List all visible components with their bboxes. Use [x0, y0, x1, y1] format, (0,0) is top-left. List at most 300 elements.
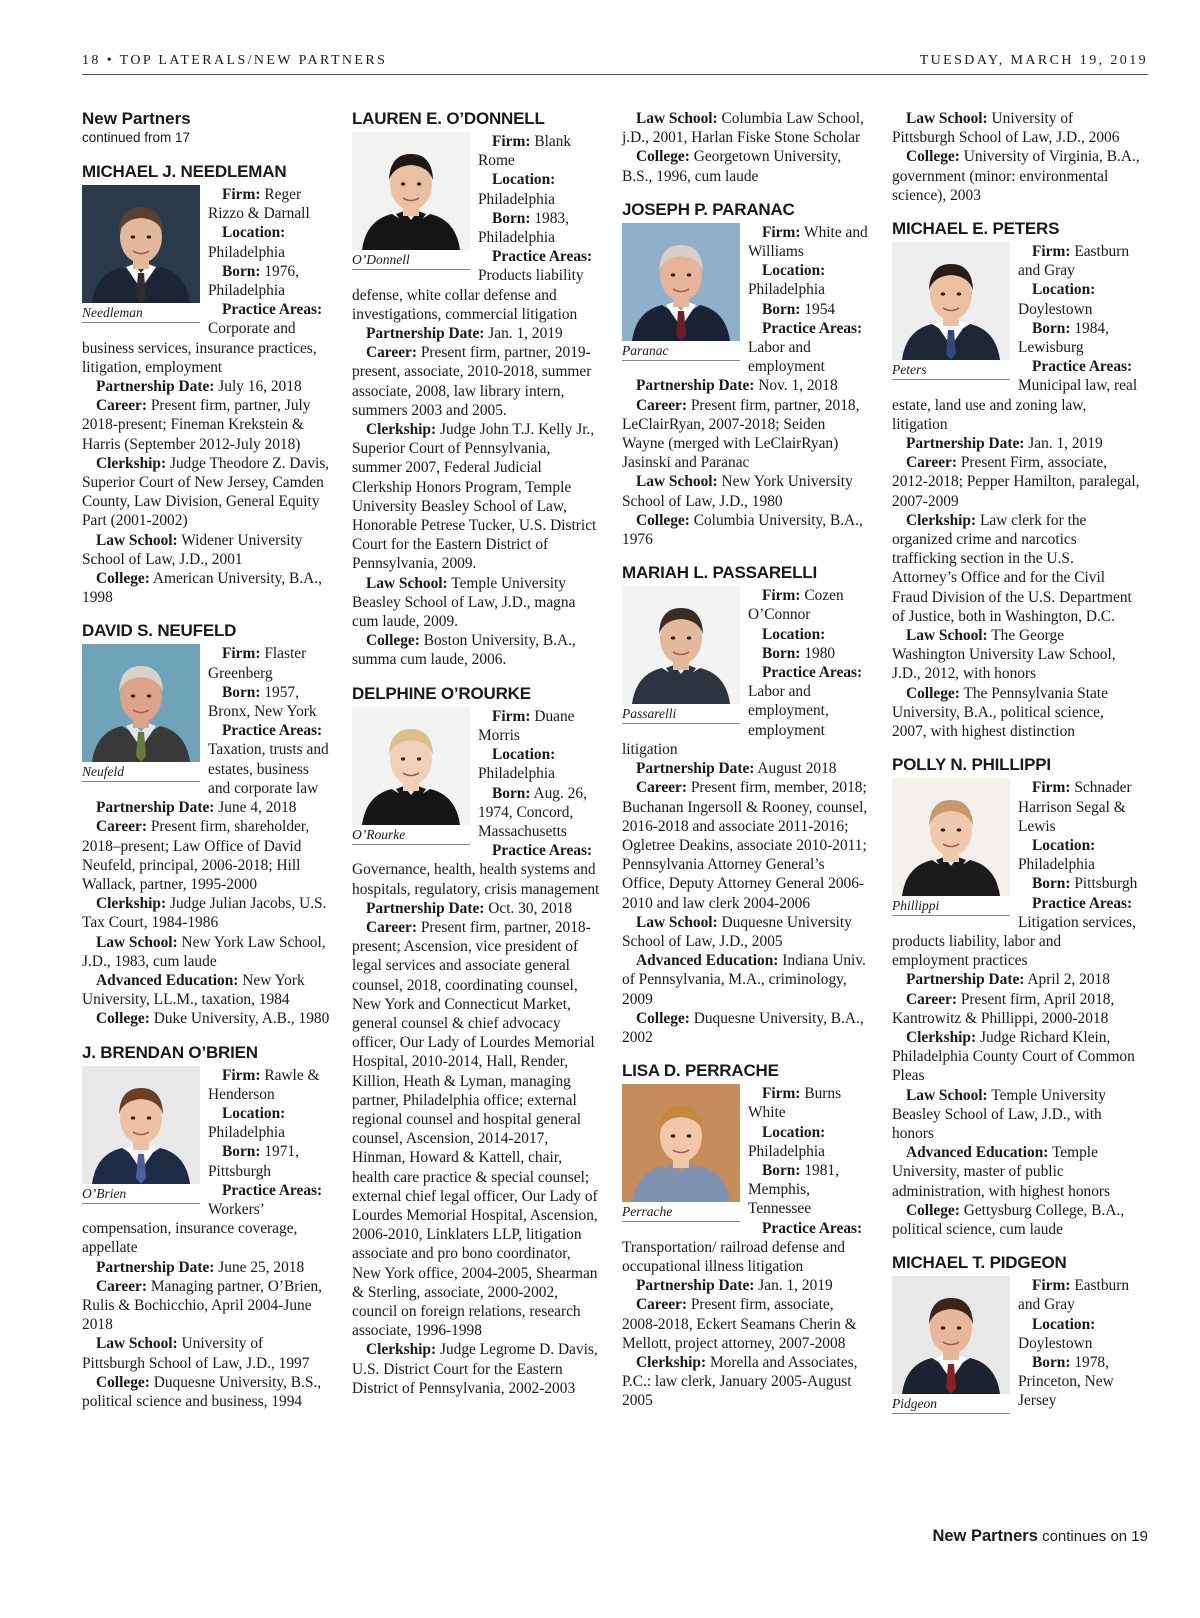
field-law-school [622, 109, 870, 147]
field-partnership-date [892, 970, 1140, 989]
photo-caption: Pidgeon [892, 1394, 1010, 1414]
partner-name: POLLY N. PHILLIPPI [892, 755, 1051, 775]
field-value: New York University, LL.M., taxation, 1984 [82, 971, 305, 1009]
field-label: Born: [1032, 1353, 1071, 1371]
field-value: Products liability defense, white collar defense and investigations, commercial litigation [352, 267, 584, 323]
field-label: College: [636, 511, 690, 529]
field-label: Born: [762, 300, 801, 318]
field-label: Clerkship: [906, 1028, 977, 1046]
field-value: 1957, Bronx, New York [208, 683, 317, 721]
field-value: Philadelphia [478, 190, 555, 208]
field-label: Practice Areas: [762, 664, 863, 682]
partner-profile-orourke-continued [622, 109, 870, 186]
field-value: Judge Theodore Z. Davis, Superior Court of New Jersey, Camden County, Law Division, General Equity Part (2001-2002) [82, 454, 330, 530]
field-value: Philadelphia [478, 765, 555, 783]
field-label: Law School: [636, 110, 718, 127]
field-value: April 2, 2018 [1027, 971, 1110, 989]
page-header [82, 50, 1148, 75]
field-value: Duquesne University, B.S., political science and business, 1994 [82, 1373, 322, 1410]
field-label: Advanced Education: [636, 952, 779, 970]
headshot-photo [82, 185, 200, 303]
partner-profile-peters [892, 219, 1140, 741]
field-college [892, 1201, 1140, 1239]
field-label: Born: [222, 262, 261, 280]
partner-name: DAVID S. NEUFELD [82, 621, 237, 641]
field-label: Law School: [636, 473, 718, 491]
partner-name: LAUREN E. O’DONNELL [352, 109, 545, 128]
field-value: 1981, Memphis, Tennessee [748, 1161, 839, 1218]
field-law-school [892, 1086, 1140, 1144]
field-label: Firm: [762, 223, 801, 241]
field-value: Judge John T.J. Kelly Jr., Superior Court of Pennsylvania, summer 2007, Federal Judicial Clerkship Honors Program, Temple University Beasley School of Law, Honorable Petrese Tucker, U.S. District Court for the Eastern District of Pennsylvania, 2009. [352, 421, 597, 573]
field-label: Firm: [762, 1085, 801, 1103]
field-label: Career: [366, 918, 417, 936]
field-advanced-education [622, 951, 870, 1009]
field-label: Location: [1032, 836, 1096, 854]
field-partnership-date [892, 434, 1140, 453]
column-1 [82, 109, 330, 1425]
field-label: Advanced Education: [906, 1144, 1049, 1162]
field-label: Location: [762, 625, 826, 643]
field-value: Present firm, associate, 2008-2018, Eckert Seamans Cherin & Mellott, project attorney, 2007-2008 [622, 1296, 857, 1352]
headshot-photo [622, 586, 740, 704]
headshot-figure [622, 1084, 740, 1222]
field-college [82, 1373, 330, 1411]
field-value: 1984, Lewisburg [1018, 319, 1109, 357]
field-partnership-date [352, 899, 600, 918]
field-college [622, 147, 870, 185]
column-2 [352, 109, 600, 1412]
field-label: Practice Areas: [222, 1181, 323, 1199]
field-label: Practice Areas: [492, 842, 593, 860]
field-partnership-date [352, 324, 600, 343]
field-law-school [892, 109, 1140, 147]
page-folio: 18 • TOP LATERALS/NEW PARTNERS [82, 53, 388, 68]
headshot-figure [622, 223, 740, 361]
field-value: Corporate and business services, insurance practices, litigation, employment [82, 320, 317, 376]
continued-from: continued from 17 [82, 130, 191, 145]
partner-name: MICHAEL T. PIDGEON [892, 1253, 1067, 1273]
field-label: Clerkship: [96, 454, 167, 472]
field-value: Philadelphia [1018, 856, 1095, 874]
field-label: Location: [222, 224, 286, 242]
field-value: Cozen O’Connor [748, 587, 844, 624]
field-label: Firm: [1032, 1277, 1071, 1295]
field-label: Career: [636, 1296, 687, 1314]
field-college [892, 684, 1140, 742]
headshot-photo [622, 223, 740, 341]
field-label: Law School: [906, 1086, 988, 1104]
headshot-photo [892, 778, 1010, 896]
field-value: Labor and employment [748, 339, 825, 376]
photo-caption: Paranac [622, 341, 740, 361]
partner-profile-pidgeon [892, 1253, 1140, 1410]
photo-caption: Passarelli [622, 704, 740, 724]
field-label: Career: [636, 396, 687, 414]
photo-caption: O’Brien [82, 1184, 200, 1204]
field-value: Doylestown [1018, 1334, 1093, 1352]
headshot-figure [352, 132, 470, 270]
section-title: New Partners [82, 109, 191, 128]
field-value: Present firm, April 2018, Kantrowitz & Phillippi, 2000-2018 [892, 990, 1115, 1027]
field-value: Law clerk for the organized crime and narcotics trafficking section in the U.S. Attorney’s Office and for the Civil Fraud Division of the U.S. Department of Justice, both in Washington, D.C. [892, 511, 1132, 625]
field-label: College: [96, 1010, 150, 1028]
field-label: Practice Areas: [762, 1219, 863, 1237]
headshot-figure [82, 185, 200, 323]
field-label: Practice Areas: [1032, 894, 1133, 912]
field-value: Taxation, trusts and estates, business and corporate law [208, 741, 329, 797]
field-value: Present Firm, associate, 2012-2018; Pepper Hamilton, paralegal, 2007-2009 [892, 454, 1140, 510]
field-label: Clerkship: [366, 421, 437, 439]
photo-caption: Neufeld [82, 762, 200, 782]
field-value: Workers’ compensation, insurance coverage, appellate [82, 1200, 298, 1257]
field-value: Governance, health, health systems and hospitals, regulatory, crisis management [352, 861, 600, 898]
photo-caption: Needleman [82, 303, 200, 323]
field-label: Partnership Date: [96, 1258, 215, 1276]
field-value: Philadelphia [748, 281, 825, 299]
field-label: College: [636, 148, 690, 166]
field-value: Blank Rome [478, 133, 572, 170]
field-label: Firm: [1032, 779, 1071, 797]
field-value: Burns White [748, 1085, 842, 1122]
field-career [622, 1295, 870, 1353]
field-label: Firm: [1032, 243, 1071, 261]
headshot-figure [82, 644, 200, 782]
field-clerkship [352, 1340, 600, 1398]
field-value: 1954 [804, 300, 836, 318]
field-clerkship [352, 420, 600, 574]
field-career [892, 990, 1140, 1028]
field-label: Advanced Education: [96, 971, 239, 989]
partner-profile-needleman [82, 162, 330, 607]
field-value: New York Law School, J.D., 1983, cum laude [82, 933, 326, 970]
partner-name: MICHAEL E. PETERS [892, 219, 1060, 239]
field-value: Columbia University, B.A., 1976 [622, 511, 863, 549]
field-career [82, 817, 330, 894]
partner-name: J. BRENDAN O’BRIEN [82, 1042, 258, 1062]
field-value: Duquesne University School of Law, J.D., 2005 [622, 913, 852, 950]
field-partnership-date [622, 376, 870, 395]
headshot-photo [892, 1276, 1010, 1394]
field-college [622, 1009, 870, 1047]
field-label: Partnership Date: [96, 799, 215, 817]
field-value: Present firm, shareholder, 2018–present; Law Office of David Neufeld, principal, 2006-2018; Hill Wallack, partner, 1995-2000 [82, 818, 310, 893]
field-label: College: [96, 1373, 150, 1391]
field-career [892, 453, 1140, 511]
field-career [352, 918, 600, 1340]
field-law-school [622, 913, 870, 951]
field-value: 1983, Philadelphia [478, 209, 569, 247]
photo-caption: O’Rourke [352, 825, 470, 845]
partner-profile-neufeld [82, 621, 330, 1028]
partner-name: JOSEPH P. PARANAC [622, 199, 795, 219]
field-label: Law School: [366, 574, 448, 592]
partner-profile-paranac [622, 200, 870, 549]
field-label: Location: [222, 1104, 286, 1122]
field-value: Schnader Harrison Segal & Lewis [1018, 779, 1132, 835]
headshot-photo [352, 132, 470, 250]
field-label: Career: [96, 818, 147, 836]
field-label: Practice Areas: [1032, 358, 1133, 376]
field-label: Clerkship: [636, 1353, 707, 1371]
field-label: Born: [492, 784, 531, 802]
headshot-figure [622, 586, 740, 724]
photo-caption: Phillippi [892, 896, 1010, 916]
partner-name: DELPHINE O’ROURKE [352, 683, 531, 703]
field-value: Transportation/ railroad defense and occupational illness litigation [622, 1238, 845, 1275]
field-label: College: [636, 1009, 690, 1027]
field-value: New York University School of Law, J.D., 1980 [622, 473, 853, 510]
issue-date: TUESDAY, MARCH 19, 2019 [919, 53, 1148, 68]
field-label: Partnership Date: [636, 760, 755, 778]
field-label: Career: [636, 779, 687, 797]
field-label: Location: [762, 1123, 826, 1141]
field-law-school [82, 933, 330, 971]
field-label: Location: [1032, 281, 1096, 299]
field-value: June 25, 2018 [218, 1258, 305, 1276]
field-career [622, 396, 870, 473]
field-label: Practice Areas: [222, 301, 323, 319]
headshot-photo [622, 1084, 740, 1202]
partner-name: MARIAH L. PASSARELLI [622, 563, 817, 583]
field-value: Jan. 1, 2019 [488, 325, 563, 343]
field-clerkship [892, 511, 1140, 626]
field-value: White and Williams [748, 223, 868, 261]
field-clerkship [82, 454, 330, 531]
field-value: Eastburn and Gray [1018, 243, 1130, 280]
field-value: Columbia Law School, j.D., 2001, Harlan Fiske Stone Scholar [622, 110, 864, 147]
field-value: Duane Morris [478, 707, 575, 744]
field-law-school [622, 472, 870, 510]
field-label: Partnership Date: [636, 377, 755, 395]
field-value: Duke University, A.B., 1980 [153, 1010, 330, 1028]
field-value: 1976, Philadelphia [208, 262, 299, 300]
field-label: Law School: [96, 531, 178, 549]
field-label: Clerkship: [366, 1341, 437, 1359]
field-partnership-date [622, 1276, 870, 1295]
field-label: Career: [366, 344, 417, 362]
partner-profile-obrien [82, 1043, 330, 1412]
field-value: Flaster Greenberg [208, 645, 307, 682]
field-value: Temple University, master of public administration, with highest honors [892, 1144, 1111, 1200]
field-value: 1971, Pittsburgh [208, 1143, 299, 1180]
field-label: Firm: [222, 1066, 261, 1084]
headshot-figure [892, 778, 1010, 916]
field-value: Philadelphia [208, 1124, 285, 1142]
field-label: Career: [906, 990, 957, 1008]
field-value: Pittsburgh [1074, 875, 1138, 893]
field-label: Location: [762, 262, 826, 280]
field-label: Born: [492, 209, 531, 227]
headshot-photo [82, 644, 200, 762]
field-label: Law School: [96, 1335, 178, 1353]
headshot-photo [352, 707, 470, 825]
field-label: Firm: [492, 707, 531, 725]
headshot-photo [82, 1066, 200, 1184]
field-value: Judge Legrome D. Davis, U.S. District Court for the Eastern District of Pennsylvania, 2002-2003 [352, 1341, 598, 1397]
field-value: Labor and employment, employment litigation [622, 683, 829, 758]
field-value: Present firm, partner, 2019-present, associate, 2010-2018, summer associate, 2008, law library intern, summers 2003 and 2005. [352, 344, 592, 419]
partner-profile-phillippi [892, 755, 1140, 1239]
field-label: Partnership Date: [366, 899, 485, 917]
field-college [82, 569, 330, 607]
field-label: Clerkship: [96, 895, 167, 913]
field-value: Jan. 1, 2019 [758, 1277, 833, 1295]
field-label: Location: [492, 746, 556, 764]
field-value: June 4, 2018 [218, 799, 297, 817]
continues-label: New Partners [932, 1527, 1038, 1545]
field-clerkship [622, 1353, 870, 1411]
field-value: Jan. 1, 2019 [1028, 435, 1103, 453]
photo-caption: O’Donnell [352, 250, 470, 270]
headshot-photo [892, 242, 1010, 360]
field-career [352, 343, 600, 420]
field-label: College: [906, 1201, 960, 1219]
field-label: Partnership Date: [366, 325, 485, 343]
field-label: College: [906, 148, 960, 166]
photo-caption: Perrache [622, 1202, 740, 1222]
field-value: 1978, Princeton, New Jersey [1018, 1353, 1114, 1410]
partner-profile-perrache [622, 1061, 870, 1410]
field-label: Career: [96, 1277, 147, 1295]
field-label: Born: [222, 683, 261, 701]
field-value: Judge Julian Jacobs, U.S. Tax Court, 1984-1986 [82, 895, 327, 932]
field-label: Law School: [636, 913, 718, 931]
field-career [622, 778, 870, 912]
field-law-school [352, 574, 600, 632]
field-label: Practice Areas: [492, 248, 593, 266]
field-advanced-education [82, 971, 330, 1009]
field-label: Law School: [906, 110, 988, 127]
field-label: Partnership Date: [636, 1277, 755, 1295]
field-value: University of Pittsburgh School of Law, J.D., 2006 [892, 110, 1120, 147]
section-heading [82, 109, 330, 146]
field-value: Present firm, partner, July 2018-present; Fineman Krekstein & Harris (September 2012-July 2018) [82, 397, 311, 453]
headshot-figure [352, 707, 470, 845]
partner-profile-odonnell [352, 109, 600, 670]
field-college [622, 511, 870, 549]
field-value: Duquesne University, B.A., 2002 [622, 1009, 864, 1046]
field-partnership-date [82, 1258, 330, 1277]
field-law-school [82, 1334, 330, 1372]
continues-note [892, 1527, 1148, 1546]
field-value: Oct. 30, 2018 [488, 899, 573, 917]
field-label: Practice Areas: [222, 722, 323, 740]
field-college [82, 1009, 330, 1028]
field-value: Gettysburg College, B.A., political science, cum laude [892, 1201, 1125, 1238]
field-value: University of Virginia, B.A., government (minor: environmental science), 2003 [892, 148, 1140, 204]
field-partnership-date [82, 798, 330, 817]
partner-profile-passarelli [622, 563, 870, 1047]
field-college [352, 631, 600, 669]
field-label: Partnership Date: [906, 971, 1025, 989]
field-partnership-date [82, 377, 330, 396]
field-college [892, 147, 1140, 205]
field-value: Aug. 26, 1974, Concord, Massachusetts [478, 784, 587, 840]
field-value: Morella and Associates, P.C.: law clerk, January 2005-August 2005 [622, 1353, 858, 1410]
partner-profile-orourke [352, 684, 600, 1398]
field-label: Career: [96, 397, 147, 415]
field-value: Present firm, partner, 2018, LeClairRyan, 2007-2018; Seiden Wayne (merged with LeClairRyan) Jasinski and Paranac [622, 396, 860, 472]
field-label: College: [906, 684, 960, 702]
partner-name: MICHAEL J. NEEDLEMAN [82, 162, 287, 181]
field-label: Firm: [222, 186, 261, 203]
field-label: Born: [762, 644, 801, 662]
field-label: Law School: [96, 933, 178, 951]
field-value: Municipal law, real estate, land use and zoning law, litigation [892, 377, 1138, 433]
field-value: Reger Rizzo & Darnall [208, 186, 310, 223]
field-clerkship [82, 894, 330, 932]
field-value: Indiana Univ. of Pennsylvania, M.A., criminology, 2009 [622, 952, 866, 1008]
field-advanced-education [892, 1143, 1140, 1201]
field-practice-areas [622, 1219, 870, 1277]
column-3 [622, 109, 870, 1425]
headshot-figure [82, 1066, 200, 1204]
field-label: Born: [222, 1143, 261, 1161]
field-value: August 2018 [757, 760, 837, 778]
field-value: American University, B.A., 1998 [82, 570, 322, 607]
field-career [82, 1277, 330, 1335]
field-value: Eastburn and Gray [1018, 1277, 1130, 1314]
field-value: Rawle & Henderson [208, 1066, 320, 1103]
field-label: Firm: [222, 645, 261, 663]
field-value: Philadelphia [748, 1142, 825, 1160]
field-value: Boston University, B.A., summa cum laude, 2006. [352, 632, 576, 669]
headshot-figure [892, 1276, 1010, 1414]
field-value: Doylestown [1018, 300, 1093, 318]
field-value: The Pennsylvania State University, B.A., political science, 2007, with highest distinction [892, 684, 1108, 741]
field-practice-areas [352, 841, 600, 899]
headshot-figure [892, 242, 1010, 380]
field-value: Temple University Beasley School of Law, J.D., with honors [892, 1086, 1107, 1142]
field-label: Clerkship: [906, 511, 977, 529]
field-label: Career: [906, 454, 957, 472]
field-label: Partnership Date: [96, 378, 215, 396]
field-label: Law School: [906, 627, 988, 645]
field-law-school [892, 626, 1140, 684]
field-label: Firm: [762, 587, 801, 605]
field-label: Location: [492, 171, 556, 189]
field-value: Managing partner, O’Brien, Rulis & Bochicchio, April 2004-June 2018 [82, 1277, 323, 1334]
field-label: Born: [1032, 319, 1071, 337]
field-value: The George Washington University Law School, J.D., 2012, with honors [892, 627, 1116, 683]
field-value: Temple University Beasley School of Law, J.D., magna cum laude, 2009. [352, 574, 576, 631]
field-value: Philadelphia [208, 243, 285, 261]
field-label: Born: [1032, 875, 1071, 893]
field-value: Present firm, member, 2018; Buchanan Ingersoll & Rooney, counsel, 2016-2018 and associate 2011-2016; Ogletree Deakins, associate 2010-2011; Pennsylvania Attorney General’s Office, Deputy Attorney General 2006-2010 and law clerk 2004-2006 [622, 779, 868, 912]
field-value: Georgetown University, B.S., 1996, cum laude [622, 148, 842, 185]
field-value: Present firm, partner, 2018-present; Ascension, vice president of legal services and associate general counsel, 2018, coordinating counsel, New York and Connecticut Market, general counsel & chief advocacy officer, Our Lady of Lourdes Memorial Hospital, 2010-2014, Hall, Render, Killion, Heath & Lyman, managing partner, Philadelphia office; external regional counsel and hospital general counsel, Ascension, 2014-2017, Hinman, Howard & Kattell, chair, health care practice & special counsel; external chief legal officer, Our Lady of Lourdes Memorial Hospital, Ascension, 2006-2010, Linklaters LLP, litigation associate and pro bono coordinator, New York office, 2004-2005, Shearman & Sterling, associate, 2000-2002, council on foreign relations, research associate, 1996-1998 [352, 918, 598, 1340]
field-label: Practice Areas: [762, 319, 863, 337]
field-career [82, 396, 330, 454]
field-value: University of Pittsburgh School of Law, J.D., 1997 [82, 1335, 310, 1372]
field-value: 1980 [804, 644, 836, 662]
field-value: Nov. 1, 2018 [758, 377, 838, 395]
photo-caption: Peters [892, 360, 1010, 380]
partner-name: LISA D. PERRACHE [622, 1061, 779, 1081]
field-clerkship [892, 1028, 1140, 1086]
field-label: College: [96, 570, 150, 588]
field-law-school [82, 531, 330, 569]
column-4 [892, 109, 1140, 1425]
field-label: Location: [1032, 1315, 1096, 1333]
field-label: Born: [762, 1161, 801, 1179]
field-label: Partnership Date: [906, 435, 1025, 453]
continues-on: continues on 19 [1042, 1528, 1148, 1545]
field-value: Litigation services, products liability, labor and employment practices [892, 913, 1136, 970]
field-value: July 16, 2018 [218, 378, 302, 396]
field-value: Judge Richard Klein, Philadelphia County Court of Common Pleas [892, 1028, 1135, 1085]
